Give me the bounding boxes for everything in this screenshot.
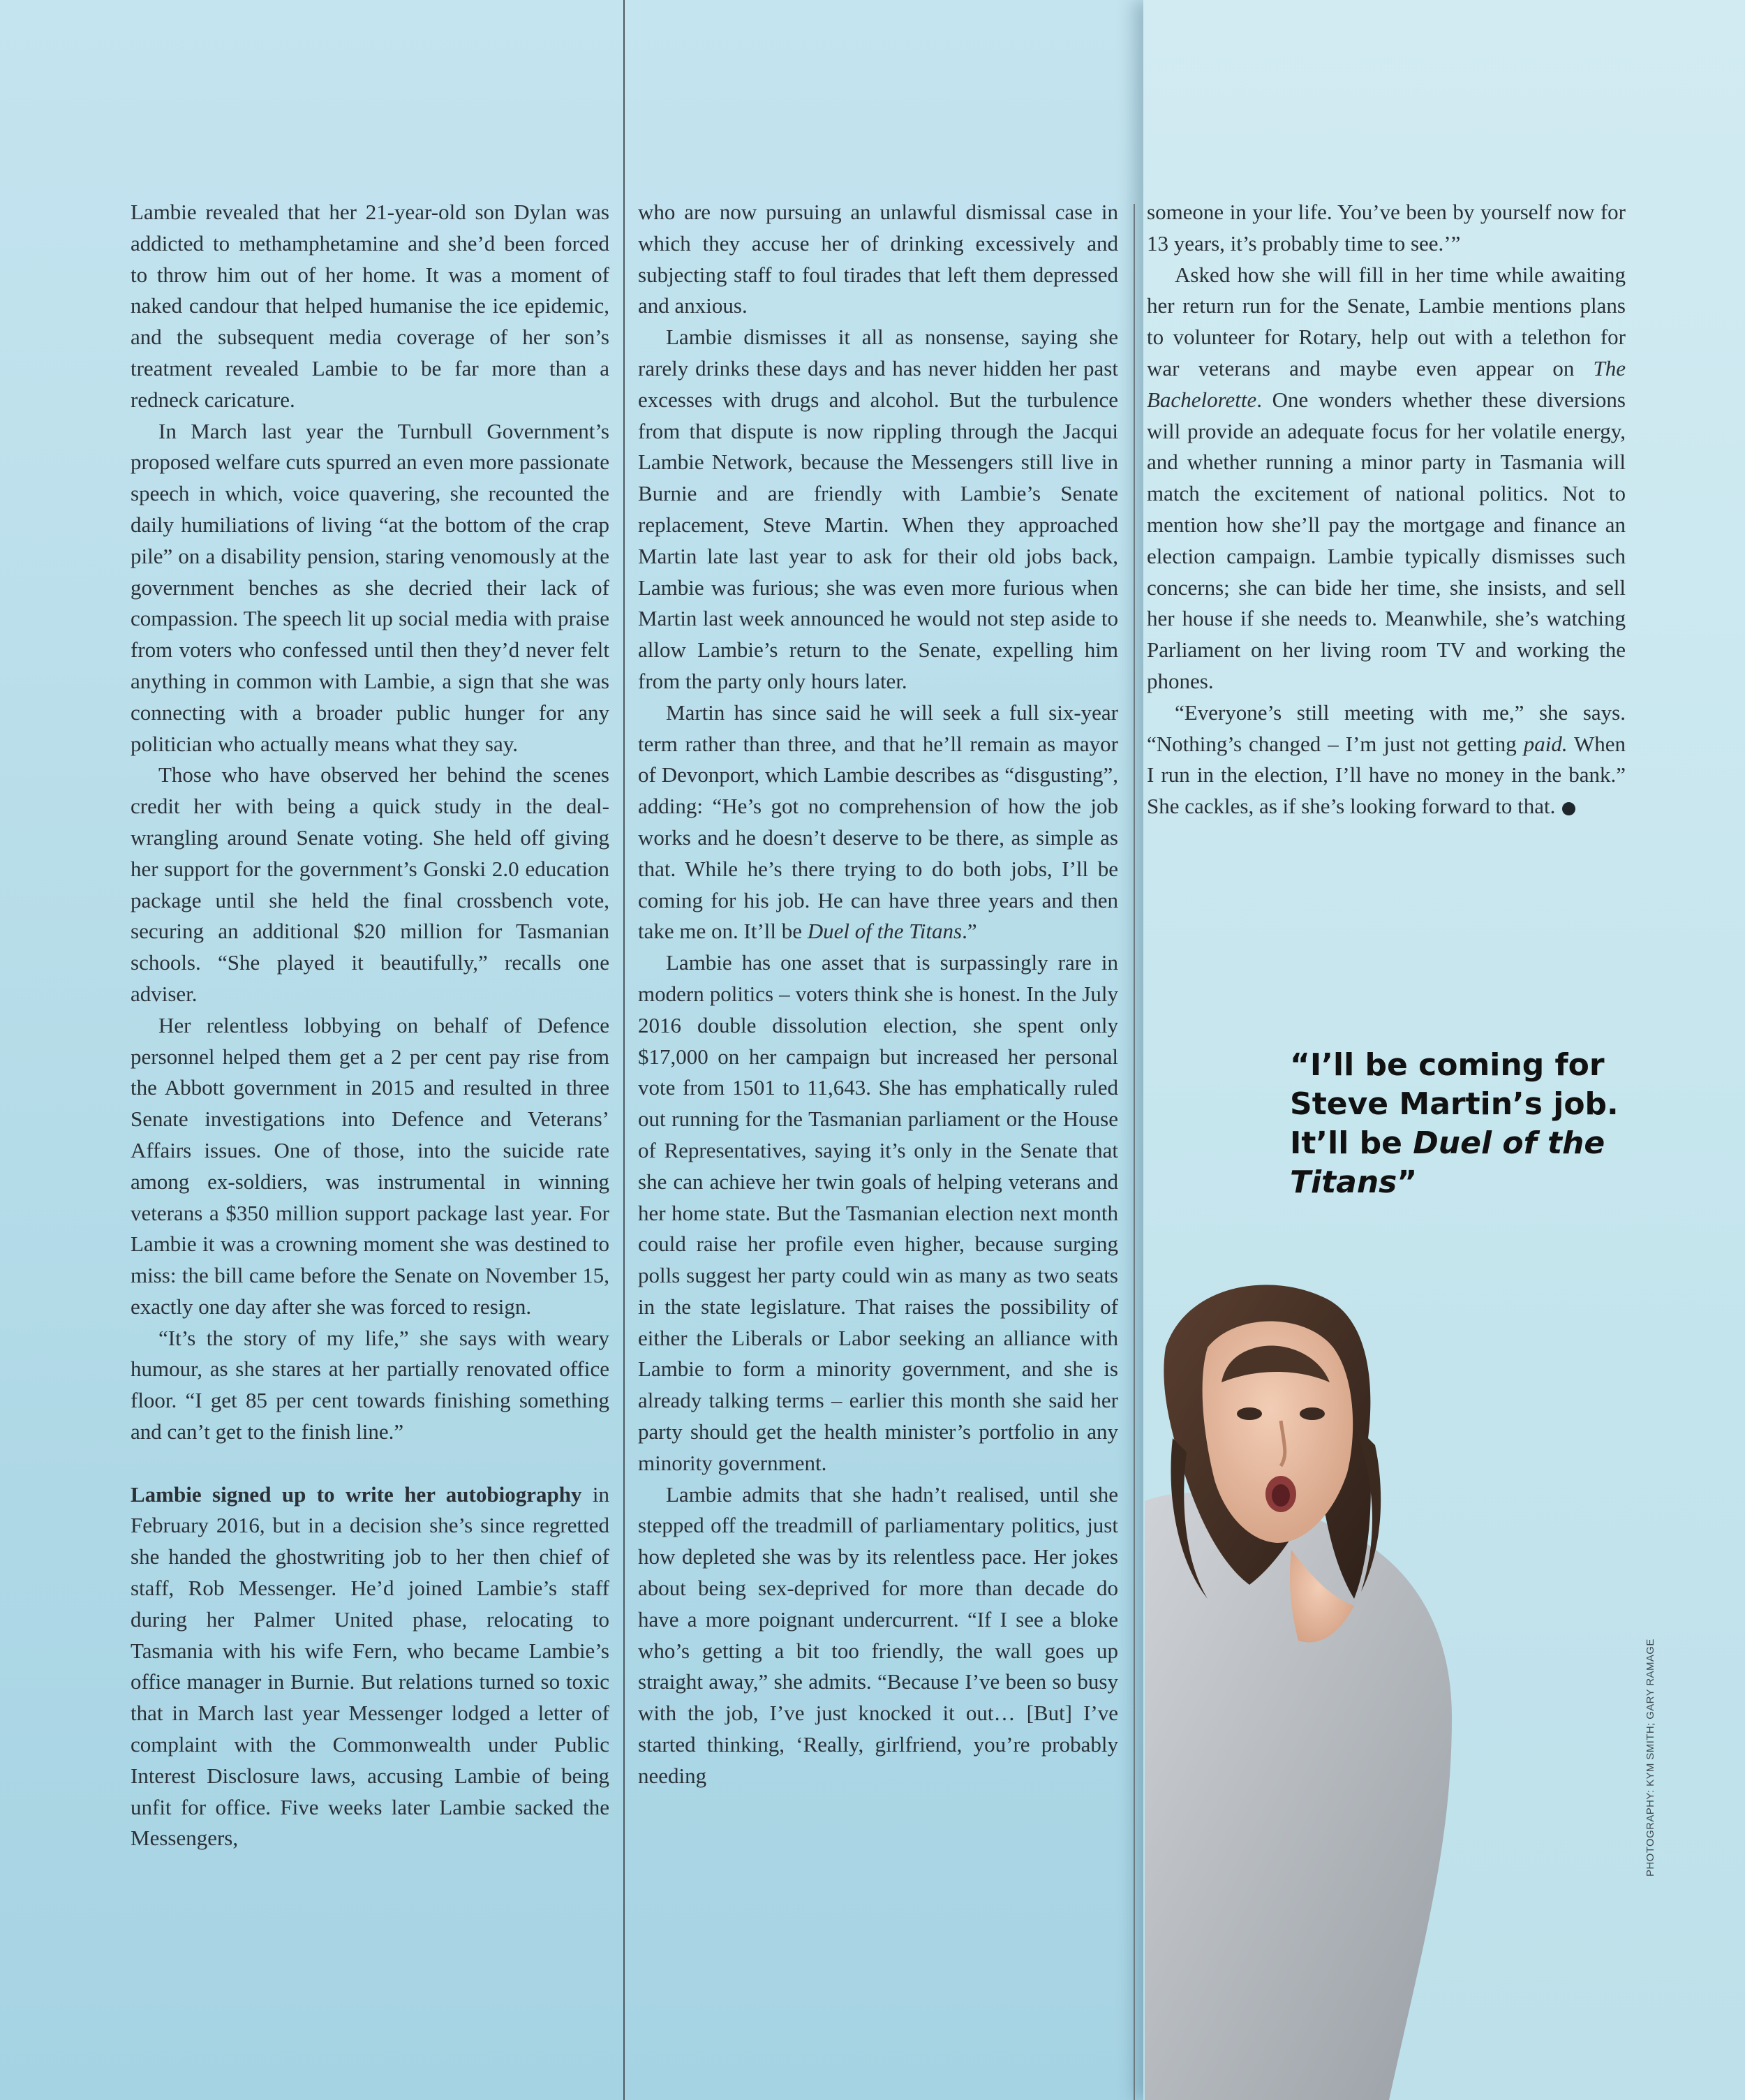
italic-title: Duel of the Titans: [807, 919, 963, 944]
paragraph: who are now pursuing an unlawful dismissal case in which they accuse her of drinking excessively and subjecting staff to foul tirades that left them depressed and anxious.: [638, 200, 1118, 318]
paragraph: [131, 1479, 609, 1855]
article-column-3: [1147, 197, 1626, 822]
column-rule: [1134, 204, 1135, 2100]
pull-quote: [1290, 1046, 1653, 1202]
portrait-photo: [1145, 1271, 1508, 2100]
pull-quote-close: ”: [1397, 1164, 1418, 1200]
article-column-2: [638, 197, 1118, 1792]
paragraph-text: . One wonders whether these diversions will provide an adequate focus for her volatile energy, and whether running a minor party in Tasmania will match the excitement of national politics. Not to mention how she’ll pay the mortgage and finance an election campaign. Lambie typically dismisses such concerns; she can bide her time, she insists, and sell her house if she needs to. Meanwhile, she’s watching Parliament on her living room TV and working the phones.: [1147, 387, 1626, 693]
paragraph: In March last year the Turnbull Government’s proposed welfare cuts spurred an even more passionate speech in which, voice quavering, she recounted the daily humiliations of living “at the bottom of the crap pile” on a disability pension, staring venomously at the government benches as she decried their lack of compassion. The speech lit up social media with praise from voters who confessed until then they’d never felt anything in common with Lambie, a sign that she was connecting with a broader public hunger for any politician who actually means what they say.: [131, 418, 609, 756]
paragraph: [1147, 697, 1626, 822]
page-fold-line: [623, 0, 625, 2100]
paragraph: someone in your life. You’ve been by yourself now for 13 years, it’s probably time to see.’”: [1147, 200, 1626, 256]
paragraph-text: “Everyone’s still meeting with me,” she says. “Nothing’s changed – I’m just not getting: [1147, 700, 1626, 756]
paragraph: Lambie admits that she hadn’t realised, until she stepped off the treadmill of parliamentary politics, just how depleted she was by its relentless pace. Her jokes about being sex-deprived for more than decade do have a more poignant undercurrent. “If I see a bloke who’s getting a bit too friendly, the wall goes up straight away,” she admits. “Because I’ve been so busy with the job, I’ve just knocked it out… [But] I’ve started thinking, ‘Really, girlfriend, you’re probably needing: [638, 1481, 1118, 1788]
paragraph: [1147, 260, 1626, 697]
section-lead-in: Lambie signed up to write her autobiography: [131, 1481, 582, 1507]
article-column-1: [131, 197, 609, 1854]
paragraph-text: Martin has since said he will seek a full six-year term rather than three, and that he’ll remain as mayor of Devonport, which Lambie describes as “disgusting”, adding: “He’s got no comprehension of how the job works and he doesn’t deserve to be there, as simple as that. While he’s there trying to do both jobs, I’ll be coming for his job. He can have three years and then take me on. It’ll be: [638, 700, 1118, 944]
end-mark-icon: [1562, 802, 1575, 815]
pull-quote-italic: Duel of the Titans: [1290, 1125, 1605, 1200]
paragraph-text: .”: [962, 919, 977, 944]
paragraph-text: When I run in the election, I’ll have no money in the bank.” She cackles, as if she’s looking forward to that.: [1147, 731, 1626, 819]
paragraph-text: Asked how she will fill in her time while awaiting her return run for the Senate, Lambie mentions plans to volunteer for Rotary, help out with a telethon for war veterans and maybe even appear on: [1147, 262, 1626, 380]
paragraph: Lambie has one asset that is surpassingly rare in modern politics – voters think she is honest. In the July 2016 double dissolution election, she spent only $17,000 on her campaign but increased her personal vote from 1501 to 11,643. She has emphatically ruled out running for the Tasmanian parliament or the House of Representatives, saying it’s only in the Senate that she can achieve her twin goals of helping veterans and her home state. But the Tasmanian election next month could raise her profile even higher, because surging polls suggest her party could win as many as two seats in the state legislature. That raises the possibility of either the Liberals or Labor seeking an alliance with Lambie to form a minority government, and she is already talking terms – earlier this month she said her party should get the health minister’s portfolio in any minority government.: [638, 950, 1118, 1475]
photo-credit: PHOTOGRAPHY: KYM SMITH; GARY RAMAGE: [1644, 1639, 1656, 1877]
paragraph: Those who have observed her behind the scenes credit her with being a quick study in the deal-wrangling around Senate voting. She held off giving her support for the government’s Gonski 2.0 education package until she held the final crossbench vote, securing an additional $20 million for Tasmanian schools. “She played it beautifully,” recalls one adviser.: [131, 762, 609, 1006]
paragraph: [638, 697, 1118, 947]
paragraph: Her relentless lobbying on behalf of Defence personnel helped them get a 2 per cent pay rise from the Abbott government in 2015 and resulted in three Senate investigations into Defence and Veterans’ Affairs issues. One of those, into the suicide rate among ex-soldiers, was instrumental in winning veterans a $350 million support package last year. For Lambie it was a crowning moment she was destined to miss: the bill came before the Senate on November 15, exactly one day after she was forced to resign.: [131, 1012, 609, 1319]
pull-quote-text: “I’ll be coming for Steve Martin’s job. It’ll be: [1290, 1047, 1619, 1161]
paragraph: Lambie dismisses it all as nonsense, saying she rarely drinks these days and has never hidden her past excesses with drugs and alcohol. But the turbulence from that dispute is now rippling through the Jacqui Lambie Network, because the Messengers still live in Burnie and are friendly with Lambie’s Senate replacement, Steve Martin. When they approached Martin late last year to ask for their old jobs back, Lambie was furious; she was even more furious when Martin last week announced he would not step aside to allow Lambie’s return to the Senate, expelling him from the party only hours later.: [638, 325, 1118, 693]
italic-word: paid.: [1523, 731, 1568, 756]
paragraph-text: in February 2016, but in a decision she’s since regretted she handed the ghostwriting job to her then chief of staff, Rob Messenger. He’d joined Lambie’s staff during her Palmer United phase, relocating to Tasmania with his wife Fern, who became Lambie’s office manager in Burnie. But relations turned so toxic that in March last year Messenger lodged a letter of complaint with the Commonwealth under Public Interest Disclosure laws, accusing Lambie of being unfit for office. Five weeks later Lambie sacked the Messengers,: [131, 1481, 609, 1851]
italic-title: The Bachelorette: [1147, 355, 1626, 412]
paragraph: Lambie revealed that her 21-year-old son Dylan was addicted to methamphetamine and she’d been forced to throw him out of her home. It was a moment of naked candour that helped humanise the ice epidemic, and the subsequent media coverage of her son’s treatment revealed Lambie to be far more than a redneck caricature.: [131, 200, 609, 412]
paragraph: “It’s the story of my life,” she says with weary humour, as she stares at her partially renovated office floor. “I get 85 per cent towards finishing something and can’t get to the finish line.”: [131, 1325, 609, 1444]
